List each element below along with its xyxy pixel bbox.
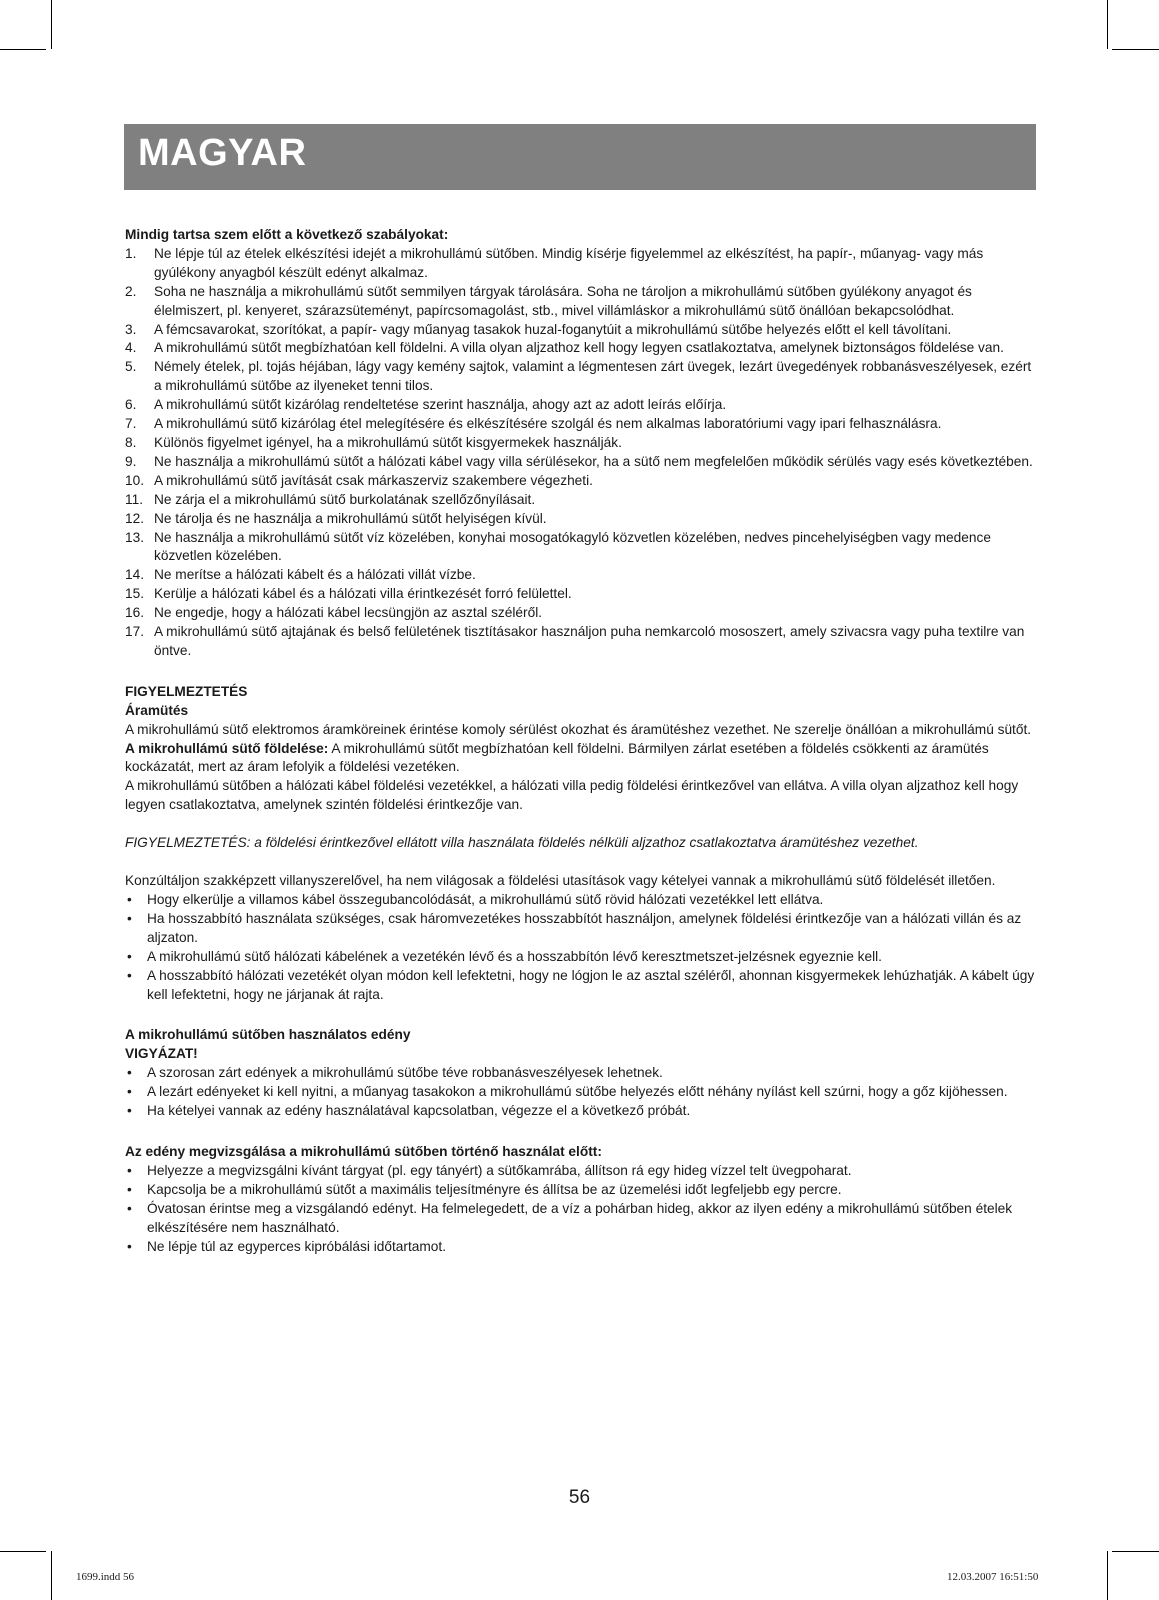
list-item [125, 245, 1035, 283]
list-item [125, 321, 1035, 340]
rules-list [125, 245, 1035, 661]
test-bullet-list [125, 1162, 1035, 1257]
item-text: Némely ételek, pl. tojás héjában, lágy vagy kemény sajtok, valamint a légmentesen zárt üvegek, lezárt üvegedények robbanásveszélyesek, ezért a mikrohullámú sütőbe az ilyeneket tenni tilos. [154, 359, 1032, 394]
crop-mark [0, 49, 46, 50]
item-number: 15. [125, 586, 145, 602]
item-number: 17. [125, 624, 145, 640]
list-item [125, 891, 1035, 910]
item-text: Ne engedje, hogy a hálózati kábel lecsüngjön az asztal széléről. [154, 605, 543, 621]
cookware-bullet-list [125, 1064, 1035, 1121]
crop-mark [0, 1551, 46, 1552]
item-text: A mikrohullámú sütő javítását csak márkaszerviz szakembere végezheti. [154, 472, 593, 488]
item-text: Ha kételyei vannak az edény használatával kapcsolatban, végezze el a következő próbát. [147, 1103, 691, 1119]
item-text: A fémcsavarokat, szorítókat, a papír- vagy műanyag tasakok huzal-foganytúit a mikrohullámú sütőbe helyezés előtt el kell távolítani. [154, 321, 952, 337]
list-item [125, 453, 1035, 472]
item-text: Különös figyelmet igényel, ha a mikrohullámú sütőt kisgyermekek használják. [154, 434, 622, 450]
list-item [125, 396, 1035, 415]
item-text: A lezárt edényeket ki kell nyitni, a műanyag tasakokon a mikrohullámú sütőbe helyezés előtt néhány nyílást kell szúrni, hogy a gőz kijöhessen. [147, 1084, 1008, 1100]
list-item [125, 1083, 1035, 1102]
item-number: 11. [125, 491, 144, 507]
list-item [125, 566, 1035, 585]
item-number: 10. [125, 472, 145, 488]
warning-section [125, 683, 1035, 1005]
list-item [125, 491, 1035, 510]
caution-label: VIGYÁZAT! [125, 1046, 198, 1062]
list-item [125, 1181, 1035, 1200]
bullet-icon: • [127, 1162, 132, 1178]
item-number: 3. [125, 321, 137, 337]
italic-warning-note: FIGYELMEZTETÉS: a földelési érintkezővel ellátott villa használata földelés nélküli aljzathoz csatlakoztatva áramütéshez vezethet. [125, 835, 919, 851]
item-text: Ne tárolja és ne használja a mikrohullámú sütőt helyiségen kívül. [154, 510, 547, 526]
bullet-icon: • [127, 948, 132, 964]
list-item [125, 623, 1035, 661]
item-text: Helyezze a megvizsgálni kívánt tárgyat (pl. egy tányért) a sütőkamrába, állítson rá egy hideg vízzel telt üvegpoharat. [147, 1162, 852, 1178]
list-item [125, 415, 1035, 434]
list-item [125, 1162, 1035, 1181]
test-section [125, 1143, 1035, 1256]
item-text: Soha ne használja a mikrohullámú sütőt semmilyen tárgyak tárolására. Soha ne tároljon a mikrohullámú sütőben gyúlékony anyagot és élelmiszert, pl. kenyeret, szárazsüteményt, papírcsomagolást, stb., mivel villámláskor a mikrohullámú sütő önállóan bekapcsolódhat. [154, 283, 972, 318]
warning-paragraph: A mikrohullámú sütő elektromos áramköreinek érintése komoly sérülést okozhat és áramütéshez vezethet. Ne szerelje önállóan a mikrohullámú sütőt. [125, 721, 1032, 737]
item-number: 13. [125, 529, 145, 545]
page-number: 56 [568, 1487, 591, 1508]
crop-mark [51, 1551, 52, 1600]
cookware-section [125, 1026, 1035, 1121]
list-item [125, 283, 1035, 321]
item-number: 16. [125, 605, 145, 621]
bullet-icon: • [127, 1200, 132, 1216]
item-number: 7. [125, 416, 137, 432]
item-text: Hogy elkerülje a villamos kábel összegubancolódását, a mikrohullámú sütő rövid hálózati vezetékkel lett ellátva. [147, 892, 824, 907]
list-item [125, 1200, 1035, 1238]
item-text: A mikrohullámú sütőt kizárólag rendeltetése szerint használja, ahogy azt az adott leírás előírja. [154, 397, 727, 413]
cookware-heading: A mikrohullámú sütőben használatos edény [125, 1027, 411, 1043]
grounding-label: A mikrohullámú sütő földelése: [125, 740, 329, 756]
item-text: Ne zárja el a mikrohullámú sütő burkolatának szellőzőnyílásait. [154, 491, 536, 507]
item-number: 6. [125, 397, 137, 413]
document-body [125, 226, 1035, 1256]
item-number: 4. [125, 340, 137, 356]
page-title: MAGYAR [138, 132, 307, 174]
rules-section [125, 226, 1035, 661]
footer-file-info: 1699.indd 56 [76, 1571, 135, 1583]
bullet-icon: • [127, 1238, 132, 1254]
item-text: A mikrohullámú sütő ajtajának és belső felületének tisztításakor használjon puha nemkarcoló mososzert, amely szivacsra vagy puha textilre van öntve. [154, 624, 1025, 658]
list-item [125, 585, 1035, 604]
crop-mark [1107, 0, 1108, 49]
item-number: 9. [125, 453, 137, 469]
item-text: Ne merítse a hálózati kábelt és a hálózati villát vízbe. [154, 567, 476, 583]
list-item [125, 967, 1035, 1005]
bullet-icon: • [127, 892, 132, 907]
item-text: Óvatosan érintse meg a vizsgálandó edényt. Ha felmelegedett, de a víz a pohárban hideg, akkor az ilyen edény a mikrohullámú sütőben ételek elkészítésére nem használható. [147, 1200, 1013, 1235]
crop-mark [1112, 49, 1159, 50]
list-item [125, 1102, 1035, 1121]
item-text: Ne lépje túl az ételek elkészítési idejét a mikrohullámú sütőben. Mindig kísérje figyelemmel az elkészítést, ha papír-, műanyag- vagy más gyúlékony anyagból készült edényt alkalmaz. [154, 245, 984, 280]
list-item [125, 339, 1035, 358]
item-number: 12. [125, 510, 145, 526]
footer-timestamp: 12.03.2007 16:51:50 [947, 1571, 1039, 1583]
item-text: A mikrohullámú sütő kizárólag étel melegítésére és elkészítésére szolgál és nem alkalmas laboratóriumi vagy ipari felhasználásra. [154, 416, 942, 432]
item-text: Ne használja a mikrohullámú sütőt víz közelében, konyhai mosogatókagyló közvetlen közelében, nedves pincehelyiségben vagy medence közvetlen közelében. [154, 529, 991, 564]
crop-mark [1107, 1551, 1108, 1600]
list-item [125, 510, 1035, 529]
list-item [125, 948, 1035, 967]
rules-heading: Mindig tartsa szem előtt a következő szabályokat: [125, 227, 449, 242]
item-number: 2. [125, 283, 137, 299]
language-header-bar [124, 124, 1036, 190]
list-item [125, 604, 1035, 623]
item-text: A hosszabbító hálózati vezetékét olyan módon kell lefektetni, hogy ne lógjon le az asztal széléről, ahonnan kisgyermekek lehúzhatják. A kábelt úgy kell lefektetni, hogy ne járjanak át rajta. [147, 967, 1035, 1002]
item-text: A szorosan zárt edények a mikrohullámú sütőbe téve robbanásveszélyesek lehetnek. [147, 1065, 663, 1081]
item-number: 14. [125, 567, 145, 583]
consult-paragraph: Konzúltáljon szakképzett villanyszerelővel, ha nem világosak a földelési utasítások vagy kételyei vannak a mikrohullámú sütő földelését illetően. [125, 873, 996, 889]
bullet-icon: • [127, 1065, 132, 1081]
list-item [125, 434, 1035, 453]
item-number: 1. [125, 245, 137, 261]
item-text: Ne lépje túl az egyperces kipróbálási időtartamot. [147, 1238, 446, 1254]
list-item [125, 1238, 1035, 1257]
item-text: Kerülje a hálózati kábel és a hálózati villa érintkezését forró felülettel. [154, 586, 572, 602]
list-item [125, 1064, 1035, 1083]
grounding-paragraph [125, 740, 1035, 778]
warning-paragraph: A mikrohullámú sütőben a hálózati kábel földelési vezetékkel, a hálózati villa pedig földelési érintkezővel van ellátva. A villa olyan aljzathoz kell hogy legyen csatlakoztatva, amelynek szintén földelési érintkezője van. [125, 778, 1019, 813]
warning-subheading: Áramütés [125, 702, 189, 718]
bullet-icon: • [127, 1084, 132, 1100]
item-text: Ha hosszabbító használata szükséges, csak háromvezetékes hosszabbítót használjon, amelynek földelési érintkezője van a hálózati villán és az aljzaton. [147, 910, 1022, 945]
list-item [125, 910, 1035, 948]
item-number: 5. [125, 359, 137, 375]
item-text: A mikrohullámú sütő hálózati kábelének a vezetékén lévő és a hosszabbítón lévő keresztmetszet-jelzésnek egyeznie kell. [147, 948, 882, 964]
list-item [125, 472, 1035, 491]
crop-mark [51, 0, 52, 49]
crop-mark [1112, 1551, 1159, 1552]
test-heading: Az edény megvizsgálása a mikrohullámú sütőben történő használat előtt: [125, 1143, 602, 1159]
bullet-icon: • [127, 910, 132, 926]
item-text: Kapcsolja be a mikrohullámú sütőt a maximális teljesítményre és állítsa be az üzemelési időt legfeljebb egy percre. [147, 1181, 842, 1197]
bullet-icon: • [127, 967, 132, 983]
list-item [125, 529, 1035, 567]
list-item [125, 358, 1035, 396]
grounding-text: A mikrohullámú sütőt megbízhatóan kell földelni. Bármilyen zárlat esetében a földelés csökkenti az áramütés kockázatát, mert az áram lefolyik a földelési vezetéken. [125, 740, 989, 775]
bullet-icon: • [127, 1103, 132, 1119]
warning-bullet-list [125, 891, 1035, 1004]
item-text: Ne használja a mikrohullámú sütőt a hálózati kábel vagy villa sérülésekor, ha a sütő nem megfelelően működik sérülés vagy esés következtében. [154, 453, 1033, 469]
bullet-icon: • [127, 1181, 132, 1197]
warning-heading: FIGYELMEZTETÉS [125, 683, 248, 699]
item-number: 8. [125, 434, 137, 450]
item-text: A mikrohullámú sütőt megbízhatóan kell földelni. A villa olyan aljzathoz kell hogy legyen csatlakoztatva, amelynek biztonságos földelése van. [154, 340, 1004, 356]
